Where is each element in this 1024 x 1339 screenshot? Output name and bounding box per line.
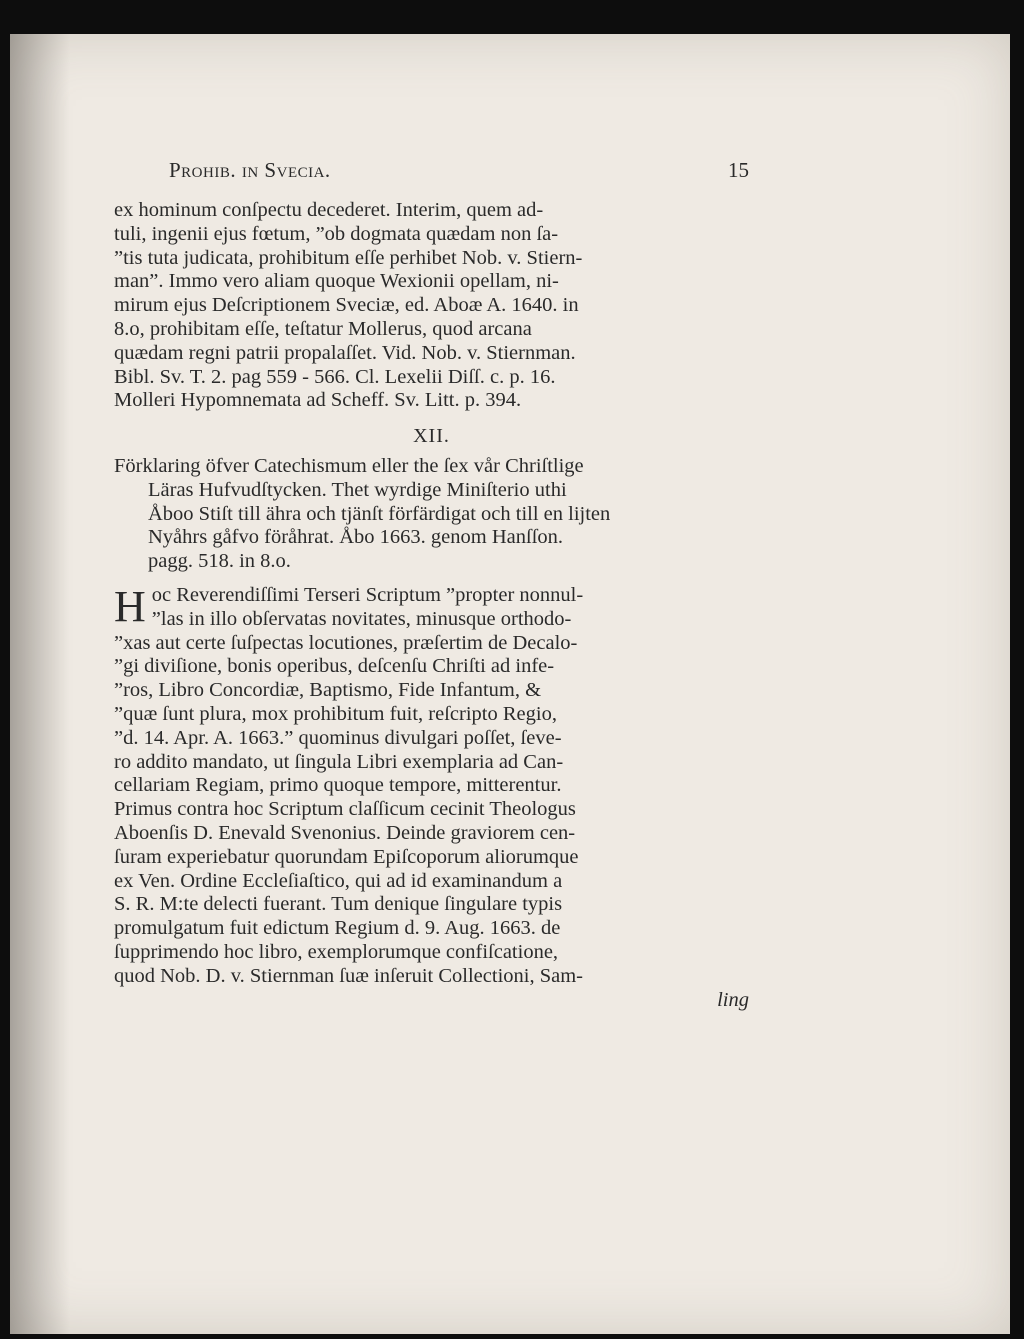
text-line: ſuram experiebatur quorundam Epiſcoporum aliorumque bbox=[114, 845, 579, 868]
text-line: ”ros, Libro Concordiæ, Baptismo, Fide Infantum, & bbox=[114, 679, 542, 702]
paragraph-1 bbox=[114, 199, 749, 413]
text-block bbox=[114, 159, 749, 1013]
entry-line: Läras Hufvudſtycken. Thet wyrdige Miniſterio uthi bbox=[148, 478, 567, 501]
page-header bbox=[114, 159, 749, 199]
text-line: Aboenſis D. Enevald Svenonius. Deinde graviorem cen- bbox=[114, 821, 576, 844]
text-line: ”xas aut certe ſuſpectas locutiones, præſertim de Decalo- bbox=[114, 631, 578, 654]
section-number: XII. bbox=[413, 425, 450, 448]
bibliographic-entry bbox=[114, 455, 749, 574]
text-line: Primus contra hoc Scriptum claſſicum cecinit Theologus bbox=[114, 798, 576, 821]
text-line: tuli, ingenii ejus fœtum, ”ob dogmata quædam non ſa- bbox=[114, 222, 559, 245]
text-line: Bibl. Sv. T. 2. pag 559 - 566. Cl. Lexelii Diſſ. c. p. 16. bbox=[114, 365, 556, 388]
text-line: ro addito mandato, ut ſingula Libri exemplaria ad Can- bbox=[114, 750, 564, 773]
entry-line: Åboo Stiſt till ähra och tjänſt förfärdigat och till en lijten bbox=[148, 502, 611, 525]
entry-line: Nyåhrs gåfvo föråhrat. Åbo 1663. genom Hanſſon. bbox=[148, 526, 564, 549]
page-number: 15 bbox=[728, 158, 749, 182]
text-line: ”quæ ſunt plura, mox prohibitum fuit, reſcripto Regio, bbox=[114, 702, 557, 725]
text-line: mirum ejus Deſcriptionem Sveciæ, ed. Aboæ A. 1640. in bbox=[114, 294, 579, 317]
text-line: 8.o, prohibitam eſſe, teſtatur Mollerus, quod arcana bbox=[114, 317, 532, 340]
catchword-row bbox=[114, 989, 749, 1013]
text-line: ”las in illo obſervatas novitates, minusque orthodo- bbox=[151, 607, 572, 630]
text-line: ex Ven. Ordine Eccleſiaſtico, qui ad id examinandum a bbox=[114, 869, 563, 892]
entry-line: pagg. 518. in 8.o. bbox=[148, 550, 291, 573]
text-line: Molleri Hypomnemata ad Scheff. Sv. Litt. p. 394. bbox=[114, 389, 522, 412]
entry-line: Förklaring öfver Catechismum eller the ſex vår Chriſtlige bbox=[114, 454, 584, 477]
text-line: man”. Immo vero aliam quoque Wexionii opellam, ni- bbox=[114, 270, 559, 293]
text-line: oc Reverendiſſimi Terseri Scriptum ”propter nonnul- bbox=[151, 583, 584, 606]
text-line: ſupprimendo hoc libro, exemplorumque confiſcatione, bbox=[114, 940, 559, 963]
text-line: ”gi diviſione, bonis operibus, deſcenſu Chriſti ad infe- bbox=[114, 655, 555, 678]
text-line: cellariam Regiam, primo quoque tempore, mitterentur. bbox=[114, 774, 562, 797]
text-line: promulgatum fuit edictum Regium d. 9. Aug. 1663. de bbox=[114, 917, 561, 940]
paragraph-2 bbox=[114, 581, 749, 989]
text-line: ”d. 14. Apr. A. 1663.” quominus divulgari poſſet, ſeve- bbox=[114, 726, 562, 749]
running-head: Prohib. in Svecia. bbox=[169, 158, 331, 182]
text-line: S. R. M:te delecti fuerant. Tum denique ſingulare typis bbox=[114, 893, 563, 916]
text-line: quædam regni patrii propalaſſet. Vid. Nob. v. Stiernman. bbox=[114, 341, 576, 364]
drop-cap: H bbox=[114, 581, 146, 631]
catchword: ling bbox=[717, 988, 749, 1011]
text-line: ex hominum conſpectu decederet. Interim, quem ad- bbox=[114, 199, 544, 221]
book-page bbox=[10, 34, 1010, 1334]
gutter-shadow bbox=[10, 34, 70, 1334]
text-line: quod Nob. D. v. Stiernman ſuæ inſeruit Collectioni, Sam- bbox=[114, 964, 583, 987]
text-line: ”tis tuta judicata, prohibitum eſſe perhibet Nob. v. Stiern- bbox=[114, 246, 583, 269]
